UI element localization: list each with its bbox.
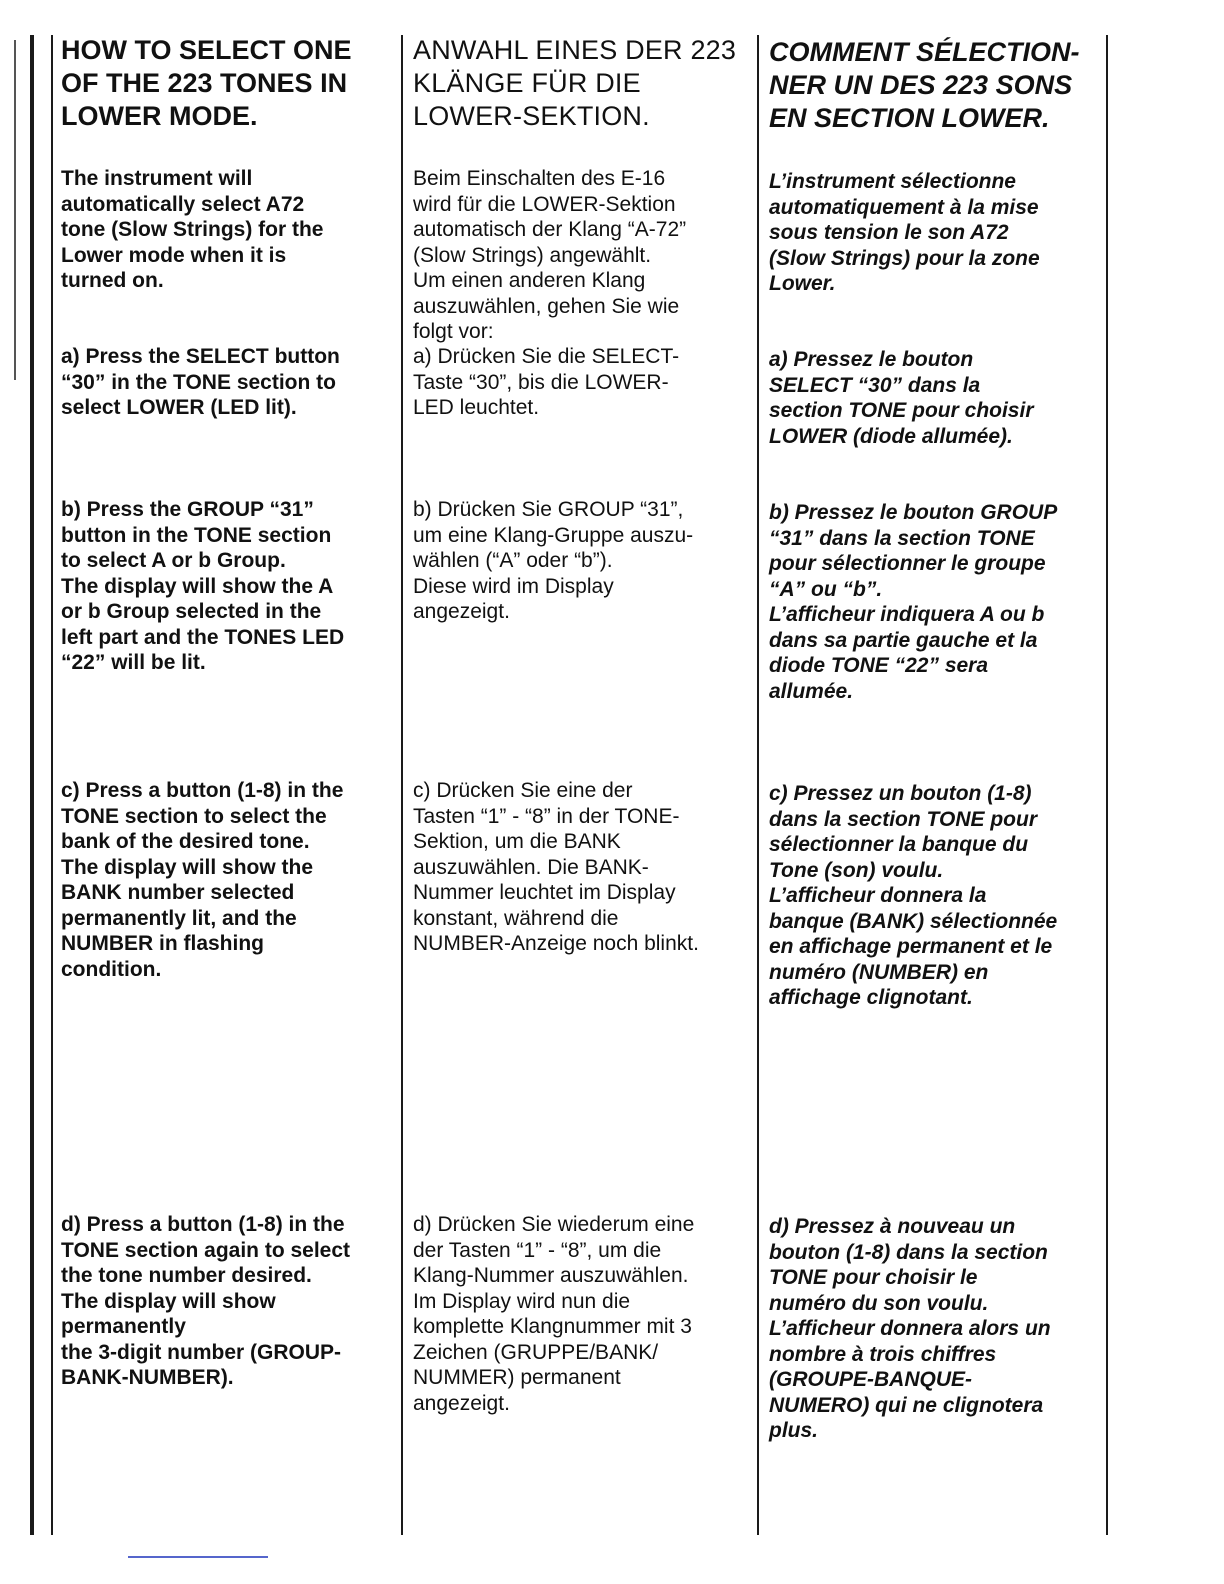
- column-divider-4: [1106, 35, 1108, 1535]
- english-step-a: a) Press the SELECT button “30” in the TONE section to select LOWER (LED lit).: [61, 345, 340, 419]
- german-intro: Beim Einschalten des E-16 wird für die LOWER-Sektion automatisch der Klang “A-72” (Slow Strings) angewählt. Um einen anderen Klang auszuwählen, gehen Sie wie folgt vor:: [413, 167, 687, 343]
- french-step-d: d) Pressez à nouveau un bouton (1-8) dans la section TONE pour choisir le numéro du son voulu. L’afficheur donnera alors un nombre à trois chiffres (GROUPE-BANQUE- NUMERO) qui ne clignotera plus.: [769, 1215, 1051, 1442]
- english-intro: The instrument will automatically select A72 tone (Slow Strings) for the Lower mode when it is turned on.: [61, 167, 324, 292]
- german-step-d: d) Drücken Sie wiederum eine der Tasten “1” - “8”, um die Klang-Nummer auszuwählen. Im Display wird nun die komplette Klangnummer mit 3 Zeichen (GRUPPE/BANK/ NUMMER) permanent angezeigt.: [413, 1213, 695, 1415]
- footer-rule: [128, 1556, 268, 1558]
- left-margin-bar: [30, 35, 34, 1535]
- german-step-b: b) Drücken Sie GROUP “31”, um eine Klang-Gruppe auszu- wählen (“A” oder “b”). Diese wird im Display angezeigt.: [413, 498, 694, 623]
- column-divider-3: [757, 35, 759, 1535]
- german-step-c: c) Drücken Sie eine der Tasten “1” - “8” in der TONE- Sektion, um die BANK auszuwählen. Die BANK- Nummer leuchtet im Display konstant, während die NUMBER-Anzeige noch blinkt.: [413, 779, 699, 955]
- french-step-c: c) Pressez un bouton (1-8) dans la section TONE pour sélectionner la banque du Tone (son) voulu. L’afficheur donnera la banque (BANK) sélectionnée en affichage permanent et le numéro (NUMBER) en affichage clignotant.: [769, 782, 1058, 1009]
- column-divider-2: [401, 35, 403, 1535]
- column-divider-1: [51, 35, 53, 1535]
- french-step-a: a) Pressez le bouton SELECT “30” dans la section TONE pour choisir LOWER (diode allumée).: [769, 348, 1034, 448]
- german-step-a: a) Drücken Sie die SELECT- Taste “30”, bis die LOWER- LED leuchtet.: [413, 345, 680, 419]
- french-heading: COMMENT SÉLECTION- NER UN DES 223 SONS EN SECTION LOWER.: [769, 37, 1080, 133]
- english-heading: HOW TO SELECT ONE OF THE 223 TONES IN LOWER MODE.: [61, 35, 352, 131]
- french-step-b: b) Pressez le bouton GROUP “31” dans la section TONE pour sélectionner le groupe “A” ou “b”. L’afficheur indiquera A ou b dans sa partie gauche et la diode TONE “22” sera allumée.: [769, 501, 1058, 703]
- english-step-d: d) Press a button (1-8) in the TONE section again to select the tone number desired. The display will show permanently the 3-digit number (GROUP- BANK-NUMBER).: [61, 1213, 351, 1389]
- english-step-c: c) Press a button (1-8) in the TONE section to select the bank of the desired tone. The display will show the BANK number selected permanently lit, and the NUMBER in flashing condition.: [61, 779, 344, 981]
- left-margin-tick: [14, 40, 16, 380]
- english-step-b: b) Press the GROUP “31” button in the TONE section to select A or b Group. The display will show the A or b Group selected in the left part and the TONES LED “22” will be lit.: [61, 498, 345, 674]
- german-heading: ANWAHL EINES DER 223 KLÄNGE FÜR DIE LOWER-SEKTION.: [413, 35, 737, 131]
- french-intro: L’instrument sélectionne automatiquement à la mise sous tension le son A72 (Slow Strings) pour la zone Lower.: [769, 170, 1040, 295]
